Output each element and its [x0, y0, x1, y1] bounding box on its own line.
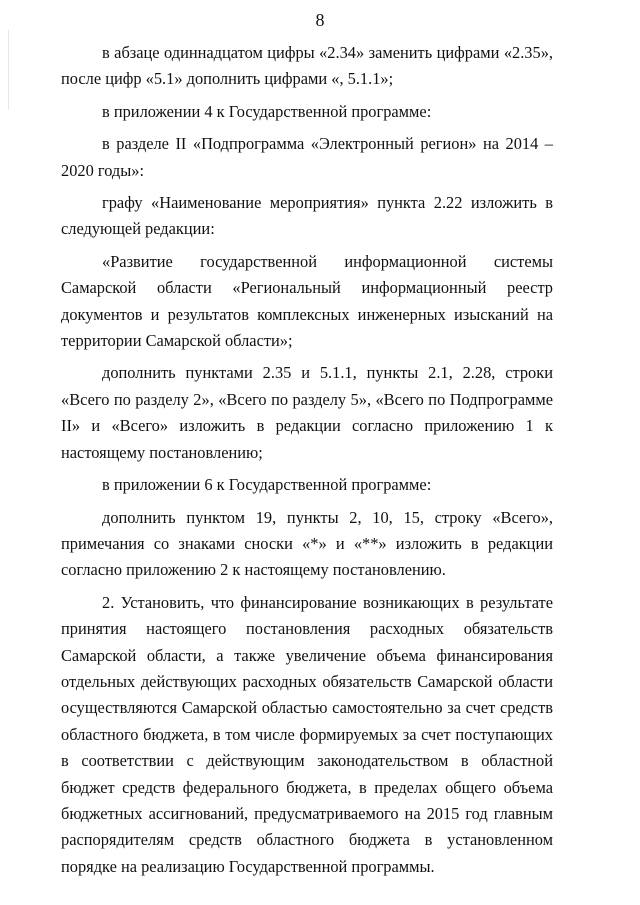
paragraph-appendix-6-heading: в приложении 6 к Государственной программе: — [102, 475, 432, 495]
paragraph-clause-2-financing: 2. Установить, что финансирование возникающих в результате принятия настоящего постановления расходных обязательств Самарской области, а также увеличение объема финансирования отдельных действующих расходных обязательств Самарской области осуществляются Самарской областью самостоятельно за счет средств областного бюджета, в том числе формируемых за счет поступающих в соответствии с действующим законодательством в областной бюджет средств федерального бюджета, в пределах общего объема бюджетных ассигнований, предусматриваемого на 2015 год главным распорядителям средств областного бюджета в установленном порядке на реализацию Государственной программы. — [61, 592, 553, 876]
scan-edge-mark — [8, 30, 9, 110]
paragraph-amend-paragraph-eleven: в абзаце одиннадцатом цифры «2.34» заменить цифрами «2.35», после цифр «5.1» дополнить цифрами «, 5.1.1»; — [61, 43, 553, 89]
paragraph-section-2-heading: в разделе II «Подпрограмма «Электронный регион» на 2014 – 2020 годы»: — [61, 134, 553, 180]
paragraph-appendix-4-heading: в приложении 4 к Государственной программе: — [102, 101, 432, 121]
paragraph-add-items-appendix-1: дополнить пунктами 2.35 и 5.1.1, пункты 2.1, 2.28, строки «Всего по разделу 2», «Всего по разделу 5», «Всего по Подпрограмме II» и «Всего» изложить в редакции согласно приложению 1 к настоящему постановлению; — [61, 363, 553, 462]
page-number: 8 — [315, 10, 325, 30]
paragraph-add-item-19-appendix-2: дополнить пунктом 19, пункты 2, 10, 15, строку «Всего», примечания со знаками сноски «*» и «**» изложить в редакции согласно приложению 2 к настоящему постановлению. — [61, 507, 553, 580]
paragraph-new-wording-quote: «Развитие государственной информационной системы Самарской области «Региональный информационный реестр документов и результатов комплексных инженерных изысканий на территории Самарской области»; — [61, 251, 553, 351]
document-body — [61, 40, 553, 886]
paragraph-column-name-change: графу «Наименование мероприятия» пункта 2.22 изложить в следующей редакции: — [61, 193, 553, 239]
